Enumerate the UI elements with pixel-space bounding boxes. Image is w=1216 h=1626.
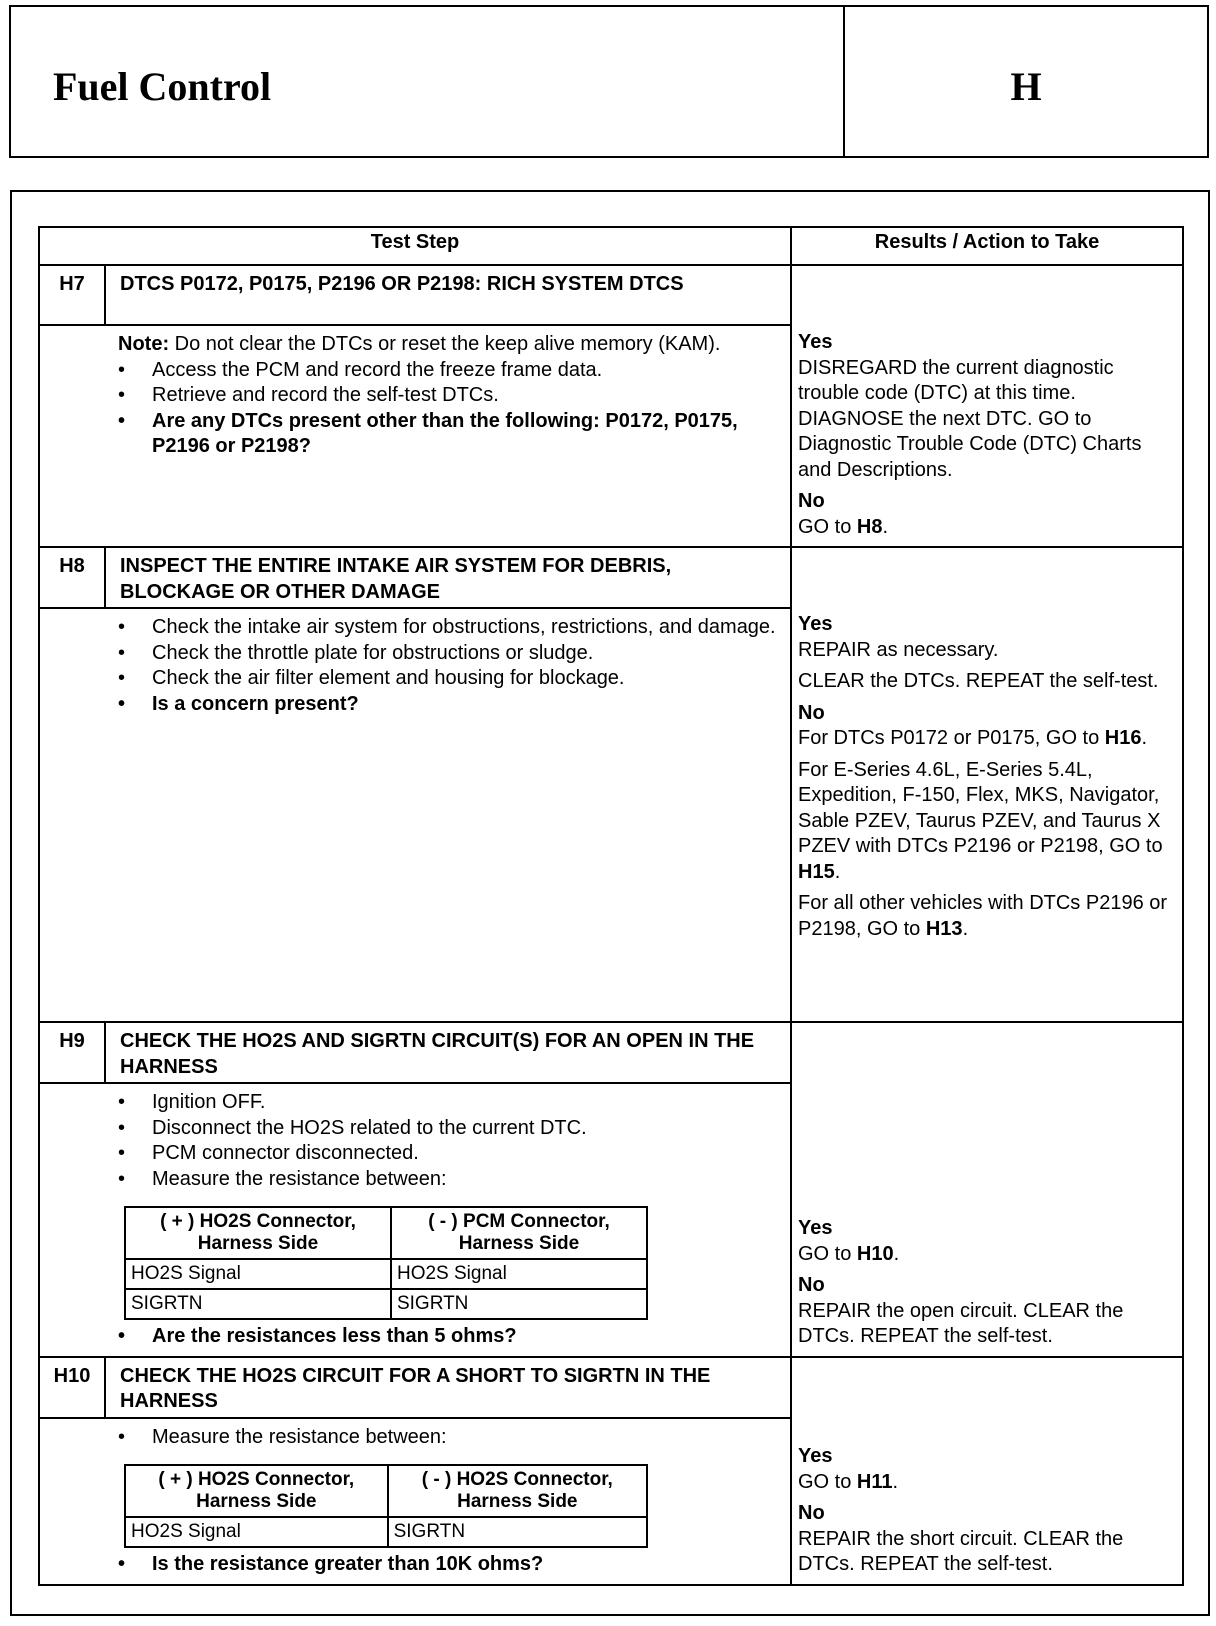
cell: SIGRTN	[391, 1289, 647, 1319]
no-label: No	[798, 1274, 825, 1296]
bullet: • Check the intake air system for obstructions, restrictions, and damage.	[118, 615, 780, 641]
step-h7-title-row	[39, 265, 1183, 325]
step-title: CHECK THE HO2S CIRCUIT FOR A SHORT TO SIGRTN IN THE HARNESS	[105, 1357, 791, 1418]
no-action-2: For E-Series 4.6L, E-Series 5.4L, Expedition, F-150, Flex, MKS, Navigator, Sable PZEV, Taurus PZEV, and Taurus X PZEV with DTCs P2196 or P2198, GO to H15.	[798, 758, 1163, 883]
no-action: REPAIR the open circuit. CLEAR the DTCs. REPEAT the self-test.	[798, 1299, 1124, 1347]
no-label: No	[798, 1502, 825, 1524]
resistance-table	[124, 1206, 648, 1320]
step-h10-title-row	[39, 1357, 1183, 1418]
step-h8-title-row	[39, 547, 1183, 608]
section-letter: H	[1010, 64, 1042, 109]
step-body	[39, 1418, 791, 1585]
bullet: • Disconnect the HO2S related to the current DTC.	[118, 1116, 780, 1142]
test-step-header: Test Step	[39, 227, 791, 265]
step-number: H10	[39, 1357, 105, 1418]
content-frame	[10, 190, 1210, 1616]
resistance-table	[124, 1464, 648, 1548]
yes-action-2: CLEAR the DTCs. REPEAT the self-test.	[798, 670, 1159, 692]
page-header	[9, 5, 1209, 158]
step-results	[791, 1357, 1183, 1585]
yes-action: GO to H11.	[798, 1470, 899, 1493]
bullet: • Measure the resistance between:	[118, 1425, 780, 1451]
note: Note: Do not clear the DTCs or reset the keep alive memory (KAM).	[118, 333, 721, 356]
no-label: No	[798, 490, 825, 512]
no-action-1: For DTCs P0172 or P0175, GO to H16.	[798, 727, 1148, 749]
page-title: Fuel Control	[11, 7, 845, 156]
step-body	[39, 1083, 791, 1357]
yes-label: Yes	[798, 331, 833, 353]
table-row	[125, 1259, 647, 1289]
cell: SIGRTN	[125, 1289, 391, 1319]
step-number: H7	[39, 265, 105, 325]
yes-label: Yes	[798, 613, 833, 635]
question: • Is the resistance greater than 10K ohms?	[118, 1552, 780, 1578]
table-header-row	[39, 227, 1183, 265]
step-results	[791, 1022, 1183, 1357]
step-h9-title-row	[39, 1022, 1183, 1083]
step-body	[39, 608, 791, 1022]
no-action-3: For all other vehicles with DTCs P2196 or P2198, GO to H13.	[798, 892, 1168, 940]
question: • Are any DTCs present other than the following: P0172, P0175, P2196 or P2198?	[118, 409, 780, 460]
step-title: DTCS P0172, P0175, P2196 OR P2198: RICH SYSTEM DTCS	[105, 265, 791, 325]
table-row	[125, 1289, 647, 1319]
bullet: • PCM connector disconnected.	[118, 1141, 780, 1167]
question: • Are the resistances less than 5 ohms?	[118, 1324, 780, 1350]
bullet: • Access the PCM and record the freeze frame data.	[118, 358, 780, 384]
step-results	[791, 547, 1183, 1022]
yes-label: Yes	[798, 1217, 833, 1239]
bullet: • Ignition OFF.	[118, 1090, 780, 1116]
bullet: • Measure the resistance between:	[118, 1167, 780, 1193]
results-header: Results / Action to Take	[791, 227, 1183, 265]
column-header: ( - ) HO2S Connector, Harness Side	[388, 1465, 647, 1517]
bullet: • Check the throttle plate for obstructions or sludge.	[118, 641, 780, 667]
yes-label: Yes	[798, 1445, 833, 1467]
cell: HO2S Signal	[125, 1517, 388, 1547]
step-number: H8	[39, 547, 105, 608]
no-action: REPAIR the short circuit. CLEAR the DTCs. REPEAT the self-test.	[798, 1527, 1124, 1575]
step-number: H9	[39, 1022, 105, 1083]
step-results	[791, 265, 1183, 547]
yes-action: REPAIR as necessary.	[798, 638, 999, 661]
cell: HO2S Signal	[125, 1259, 391, 1289]
question: • Is a concern present?	[118, 692, 780, 718]
table-row	[125, 1517, 647, 1547]
cell: HO2S Signal	[391, 1259, 647, 1289]
bullet: • Check the air filter element and housing for blockage.	[118, 666, 780, 692]
step-title: CHECK THE HO2S AND SIGRTN CIRCUIT(S) FOR AN OPEN IN THE HARNESS	[105, 1022, 791, 1083]
column-header: ( - ) PCM Connector, Harness Side	[391, 1207, 647, 1259]
yes-action: GO to H10.	[798, 1242, 900, 1265]
step-body	[39, 325, 791, 547]
no-label: No	[798, 701, 825, 724]
step-title: INSPECT THE ENTIRE INTAKE AIR SYSTEM FOR DEBRIS, BLOCKAGE OR OTHER DAMAGE	[105, 547, 791, 608]
test-step-table	[38, 226, 1184, 1586]
cell: SIGRTN	[388, 1517, 647, 1547]
yes-action: DISREGARD the current diagnostic trouble code (DTC) at this time. DIAGNOSE the next DTC. GO to Diagnostic Trouble Code (DTC) Charts and Descriptions.	[798, 356, 1142, 481]
column-header: ( + ) HO2S Connector, Harness Side	[125, 1207, 391, 1259]
column-header: ( + ) HO2S Connector, Harness Side	[125, 1465, 388, 1517]
bullet: • Retrieve and record the self-test DTCs.	[118, 383, 780, 409]
no-action: GO to H8.	[798, 515, 889, 538]
